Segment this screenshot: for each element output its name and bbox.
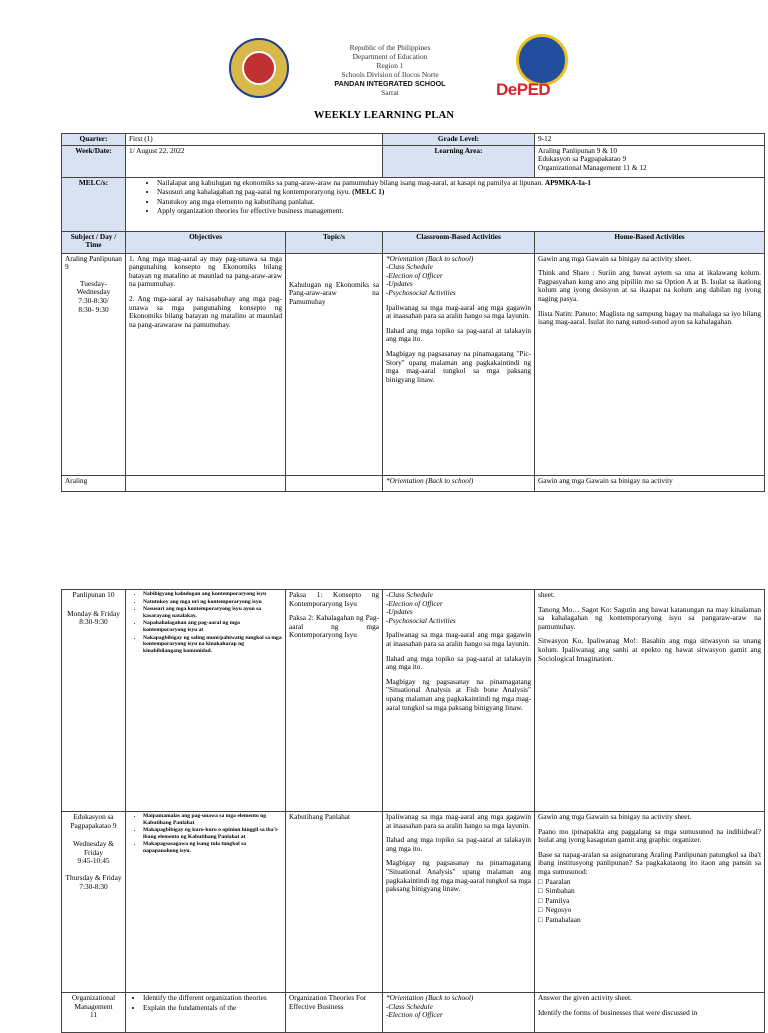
header-town: Sarrat — [381, 88, 399, 97]
header-school-name: PANDAN INTEGRATED SCHOOL — [334, 79, 446, 88]
checkbox-item: □ Simbahan — [538, 887, 761, 896]
school-seal-icon — [229, 38, 289, 98]
learning-area-line: Organizational Management 11 & 12 — [538, 162, 647, 172]
home-activities-cell: Answer the given activity sheet. Identify the forms of businesses that were discussed in — [535, 993, 765, 1033]
classroom-activities-cell: *Orientation (Back to school) — [383, 475, 535, 491]
checkbox-item: □ Paaralan — [538, 878, 761, 887]
objective-item: • Maipamamalas ang pag-unawa sa mga elemento ng Kabutihang Panlahat — [143, 813, 282, 826]
checkbox-item: □ Pamilya — [538, 897, 761, 906]
topic-cell: Kabutihang Panlahat — [286, 812, 383, 993]
header-line-division: Schools Division of Ilocos Norte — [341, 70, 439, 79]
table-row — [62, 993, 765, 1033]
objective-item: • Nasusuri ang mga kontemporaryong isyu ayon sa kasarayang natalakay. — [143, 606, 282, 619]
objectives-cell — [126, 993, 286, 1033]
objectives-cell — [126, 812, 286, 993]
topic-cell: Paksa 1: Konsepto ng Kontemporaryong Isyu Paksa 2: Kahalagahan ng Pag-aaral ng mga Kontemporaryong Isyu — [286, 590, 383, 812]
melc-label: MELC/s: — [62, 177, 126, 231]
header-line-republic: Republic of the Philippines — [349, 43, 431, 52]
home-activities-cell: sheet. Tanong Mo… Sagot Ko: Sagutin ang bawat katanungan na may kinalaman sa kahalagahan ng kontemporaryong isyu sa pangaraw-araw na pamumuhay. Sitwasyon Ko, Ipaliwanag Mo!: Basahin ang mga sitwasyon sa unang kolum. Ipaliwanag ang sanhi at epekto ng bawat sitwasyon gamit ang Sociological Imagination. — [535, 590, 765, 812]
classroom-activities-cell: *Orientation (Back to school) -Class Schedule -Election of Officer — [383, 993, 535, 1033]
objective-item: • Identify the different organization theories — [143, 994, 282, 1003]
column-header-classroom: Classroom-Based Activities — [383, 231, 535, 253]
learning-area-label: Learning Area: — [383, 145, 535, 177]
deped-logo-icon: DePED — [496, 34, 592, 98]
objective-item: • Natutukoy ang mga uri ng kontemporaryong isyu — [143, 599, 282, 606]
classroom-activities-cell: *Orientation (Back to school) -Class Schedule -Election of Officer -Updates -Psychosocial Activities Ipaliwanag sa mga mag-aaral ang mga gagawin at inaasahan para sa aralin hango sa mga layunin. Ilahad ang mga topiko sa pag-aaral at talakayin ang mga ito. Magbigay ng pagsasanay na pinamagatang "Pic-Story" upang malaman ang pagkakaintindi ng mga mag-aaral tungkol sa mga paksang binigyang linaw. — [383, 253, 535, 475]
objectives-cell: 1. Ang mga mag-aaral ay may pag-unawa sa mga pangunahing konsepto ng Ekonomiks bilang batayan ng matalino at maunlad na pang-araw-araw na pamumuhay. 2. Ang mga-aaral ay naisasabuhay ang mga pag-unawa sa mga pangunahing konsepto ng Ekonomiks bilang batayan ng matalino at maunlad na pang-arawaraw na pamumuhay. — [126, 253, 286, 475]
week-date-value: 1/ August 22, 2022 — [126, 145, 383, 177]
checkbox-item: □ Pamahalaan — [538, 916, 761, 925]
objective-item: • Makapagsasagawa ng isang tula tungkol sa napapanahong isyu. — [143, 841, 282, 854]
melc-item: • Apply organization theories for effective business management. — [157, 207, 761, 216]
objective-item: • Explain the fundamentals of the — [143, 1004, 282, 1013]
objective-item: • Nakapagbibigay ng saling muni/pahiwatig tungkol sa mga kontemporaryong isyu na kinakaharap ng kinabibilangang komunidad. — [143, 635, 282, 655]
learning-area-value — [535, 145, 765, 177]
document-title: WEEKLY LEARNING PLAN — [313, 110, 455, 121]
grade-level-value: 9-12 — [535, 134, 765, 146]
subject-cell: Edukasyon sa Pagpapakatao 9 Wednesday & Friday 9:45-10:45 Thursday & Friday 7:30-8:30 — [62, 812, 126, 993]
topic-cell: Organization Theories For Effective Business — [286, 993, 383, 1033]
objective-item: • Makapagbibigay ng kuro-kuro o opinion hinggil sa iba't-ibang elemento ng Kabutihang Panlahat at — [143, 827, 282, 840]
objective-item: • Nabibigyang kahulugan ang kontemporaryong isyu — [143, 591, 282, 598]
header-line-region: Region 1 — [376, 61, 404, 70]
melc-item: • Nailalapat ang kahulugan ng ekonomiks sa pang-araw-araw na pamumuhay bilang isang mag-aaral, at kasapi ng pamilya at lipunan. AP9MKA-Ia-1 — [157, 179, 761, 188]
classroom-activities-cell: -Class Schedule -Election of Officer -Updates -Psychosocial Activities Ipaliwanag sa mga mag-aaral ang mga gagawin at inaasahan para sa aralin hango sa mga layunin. Ilahad ang mga topiko sa pag-aaral at talakayin ang mga ito. Magbigay ng pagsasanay na pinamagatang "Situational Analysis at Fish bone Analysis" upang malaman ang pagkakaintindi ng mga mag-aaral tungkol sa mga paksang binigyang linaw. — [383, 590, 535, 812]
header-line-department: Department of Education — [352, 52, 428, 61]
checkbox-item: □ Negosyo — [538, 906, 761, 915]
table-row — [62, 590, 765, 812]
melc-item: • Nasusuri ang kahalagahan ng pag-aaral ng kontemporaryong isyu. (MELC 1) — [157, 188, 761, 197]
learning-area-line: Araling Panlipunan 9 & 10 — [538, 145, 618, 155]
quarter-label: Quarter: — [62, 134, 126, 146]
home-activities-cell: Gawin ang mga Gawain sa binigay na activity sheet. Think and Share : Suriin ang bawat aytem sa una at ikalawang kolum. Pagpasyahan kung ano ang pipiliin mo sa Option A at B. Isulat sa ikatlong kolum ang iyong desisyon at sa ikaapat na kolum ang dahilan ng iyong naging pasya. Ilista Natin: Panuto: Maglista ng sampung bagay na mahalaga sa iyo bilang isang mag-aaral. Isulat ito nang sunod-sunod ayon sa kahalagahan. — [535, 253, 765, 475]
melc-item: • Natutukoy ang mga elemento ng kabutihang panlahat. — [157, 198, 761, 207]
topic-cell: Kahulugan ng Ekonomiks sa Pang-araw-araw na Pamumuhay — [286, 253, 383, 475]
subject-cell: Araling Panlipunan 9 Tuesday-Wednesday 7:30-8:30/ 8:30- 9:30 — [62, 253, 126, 475]
table-row — [62, 812, 765, 993]
weekly-plan-table-bottom — [61, 589, 765, 1033]
objective-item: • Napahahalagahan ang pag-aaral ng mga kontemporaryong isyu at — [143, 620, 282, 633]
document-letterhead — [290, 43, 490, 97]
column-header-topics: Topic/s — [286, 231, 383, 253]
grade-level-label: Grade Level: — [383, 134, 535, 146]
classroom-activities-cell: Ipaliwanag sa mga mag-aaral ang mga gagawin at inaasahan para sa aralin hango sa mga layunin. Ilahad ang mga topiko sa pag-aaral at talakayin ang mga ito. Magbigay ng pagsasanay na pinamagatang "Situational Analysis" upang malaman ang pagkakaintindi ng mga mag-aaral tungkol sa mga paksang binigyang linaw. — [383, 812, 535, 993]
column-header-home: Home-Based Activities — [535, 231, 765, 253]
quarter-value: First (1) — [126, 134, 383, 146]
subject-cell: Organizational Management 11 — [62, 993, 126, 1033]
table-row — [62, 253, 765, 475]
weekly-plan-table-top — [61, 133, 765, 492]
melc-list — [126, 177, 765, 231]
week-date-label: Week/Date: — [62, 145, 126, 177]
column-header-objectives: Objectives — [126, 231, 286, 253]
objectives-cell — [126, 590, 286, 812]
learning-area-line: Edukasyon sa Pagpapakatao 9 — [538, 154, 627, 164]
column-header-subject: Subject / Day / Time — [62, 231, 126, 253]
subject-cell: Panlipunan 10 Monday & Friday 8:30-9:30 — [62, 590, 126, 812]
table-row — [62, 475, 765, 491]
home-activities-cell: Gawin ang mga Gawain sa binigay na activity — [535, 475, 765, 491]
subject-cell: Araling — [62, 475, 126, 491]
home-activities-cell: Gawin ang mga Gawain sa binigay na activity sheet. Paano mo ipinapakita ang paggalang sa mga sumusunod na indibidwal? Isulat ang iyong kasagutan gamit ang graphic organizer. Base sa napag-aralan sa asignaturang Araling Panlipunan patungkol sa iba't ibang institusyong panlipunan? Sa pagkakataong ito itaon ang pansin sa mga sumusunod: □ Paaralan □ Simbahan □ Pamilya □ Negosyo □ Pamahalaan — [535, 812, 765, 993]
